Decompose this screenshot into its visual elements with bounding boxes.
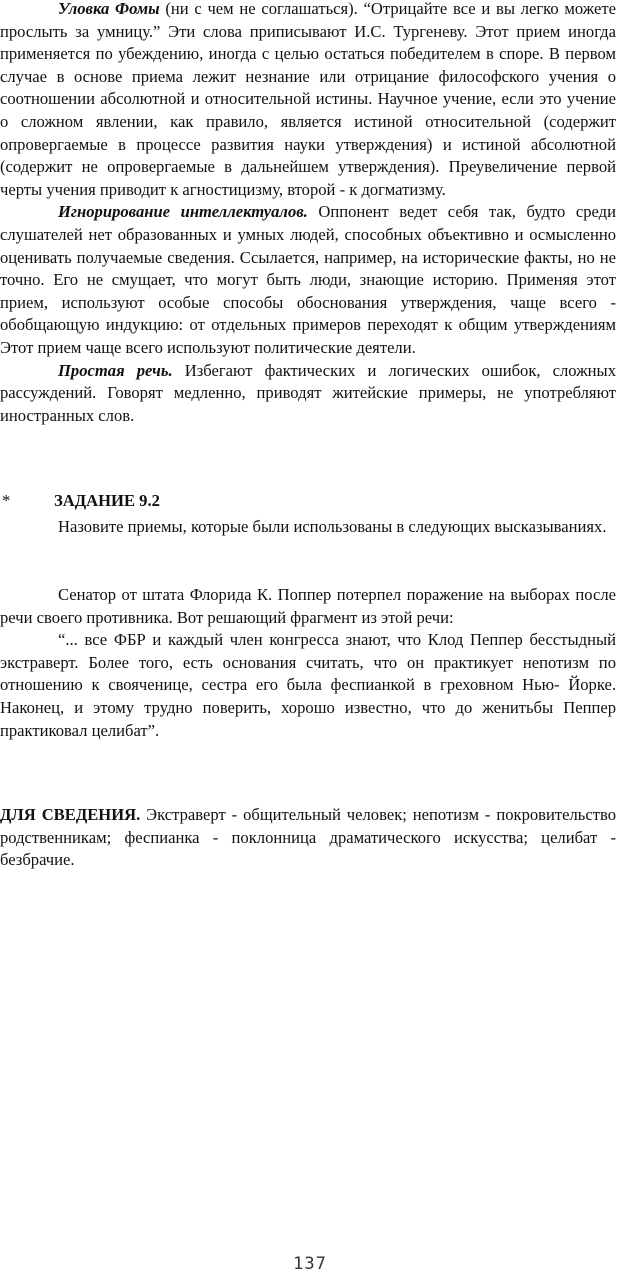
paragraph-ignoring-intellectuals (0, 201, 620, 359)
task-speech (0, 584, 620, 742)
paragraph-simple-speech-text: Избегают фактических и логических ошибок, сложных рассуждений. Говорят медленно, приводят житейские примеры, не употребляют иностранных слов. (0, 360, 616, 425)
reference-note-label: ДЛЯ СВЕДЕНИЯ. (0, 805, 141, 824)
task-quote: “... все ФБР и каждый член конгресса знают, что Клод Пеппер бесстыдный экстраверт. Более того, есть основания считать, что он практикует непотизм по отношению к свояченице, сестра его была феспианкой в греховном Нью- Йорке. Наконец, и этому трудно поверить, хорошо известно, что до женитьбы Пеппер практиковал целибат”. (0, 630, 616, 740)
term-fomy-trick: Уловка Фомы (58, 0, 160, 18)
reference-note (0, 804, 620, 872)
task-body (0, 516, 620, 539)
paragraph-ignoring-intellectuals-text: Оппонент ведет себя так, будто среди слушателей нет образованных и умных людей, способных объективно и осмысленно оценивать получаемые сведения. Ссылается, например, на исторические факты, но не точно. Его не смущает, что могут быть люди, знающие историю. Применяя этот прием, используют особые способы обоснования утверждения, чаще всего - обобщающую индукцию: от отдельных примеров переходят к общим утверждениям Этот прием чаще всего используют политические деятели. (0, 202, 616, 357)
task-marker: * (2, 491, 11, 510)
task-title: ЗАДАНИЕ 9.2 (54, 491, 160, 510)
page-number: 137 (293, 1254, 327, 1274)
section-tricks (0, 0, 620, 427)
paragraph-fomy-trick (0, 0, 620, 201)
reference-note-paragraph (0, 804, 620, 872)
task-heading (0, 490, 620, 514)
task-instruction: Назовите приемы, которые были использованы в следующих высказываниях. (58, 517, 607, 536)
paragraph-simple-speech (0, 360, 620, 428)
reference-note-text: Экстраверт - общительный человек; непотизм - покровительство родственникам; феспианка - поклонница драматического искусства; целибат - безбрачие. (0, 805, 616, 870)
paragraph-fomy-text: (ни с чем не соглашаться). “Отрицайте все и вы легко можете прослыть за умницу.” Эти слова приписывают И.С. Тургеневу. Этот прием иногда применяется по убеждению, иногда с целью остаться победителем в споре. В первом случае в основе приема лежит незнание или отрицание философского учения о соотношении абсолютной и относительной истины. Научное учение, если это учение о сложном явлении, как правило, является истиной относительной (содержит опровергаемые в процессе развития науки утверждения) и истиной абсолютной (содержит не опровергаемые в дальнейшем утверждения). Преувеличение первой черты учения приводит к агностицизму, второй - к догматизму. (0, 0, 616, 199)
term-simple-speech: Простая речь. (58, 360, 173, 380)
task-context: Сенатор от штата Флорида К. Поппер потерпел поражение на выборах после речи своего противника. Вот решающий фрагмент из этой речи: (0, 585, 616, 627)
term-ignoring-intellectuals: Игнорирование интеллектуалов. (58, 202, 308, 222)
